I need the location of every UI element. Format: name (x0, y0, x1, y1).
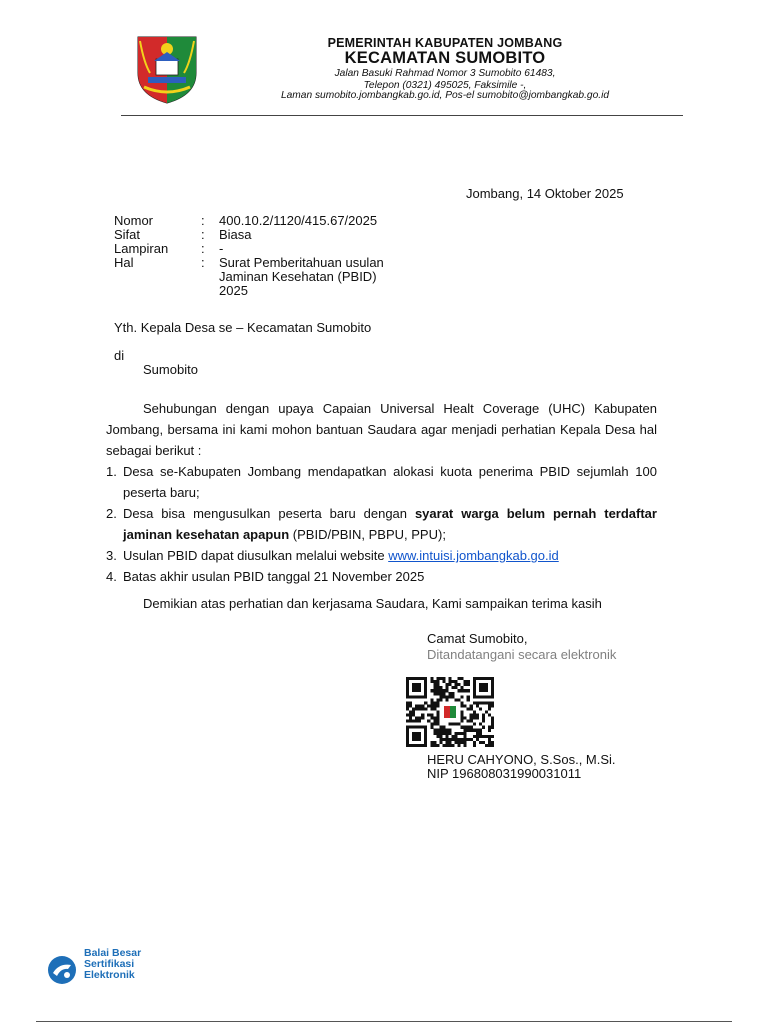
list-item-text: Batas akhir usulan PBID tanggal 21 November 2025 (123, 569, 425, 584)
list-item-number: 1. (106, 464, 117, 479)
list-item-text: Desa se-Kabupaten Jombang mendapatkan alokasi kuota penerima PBID sejumlah 100 peserta baru; (123, 464, 657, 500)
esign-note: Ditandatangani secara elektronik (427, 647, 617, 662)
meta-value-hal-line2: Jaminan Kesehatan (PBID) (219, 269, 377, 284)
list-item-number: 2. (106, 506, 117, 521)
meta-label-sifat: Sifat (114, 227, 141, 242)
letterhead-phone: Telepon (0321) 495025, Faksimile -, (363, 80, 527, 91)
letter-date: Jombang, 14 Oktober 2025 (466, 186, 624, 201)
list-item (106, 461, 657, 503)
signer-name: HERU CAHYONO, S.Sos., M.Si. (427, 752, 616, 767)
list-item (106, 503, 657, 545)
list-item-text-pre: Desa bisa mengusulkan peserta baru dengan (123, 506, 415, 521)
meta-separator: : (201, 227, 205, 242)
letterhead-web: Laman sumobito.jombangkab.go.id, Pos-el sumobito@jombangkab.go.id (280, 90, 610, 101)
list-item-text-pre: Usulan PBID dapat diusulkan melalui website (123, 548, 389, 563)
body-intro-text: Sehubungan dengan upaya Capaian Universal Healt Coverage (UHC) Kabupaten Jombang, bersama ini kami mohon bantuan Saudara agar menjadi perhatian Kepala Desa hal sebagai berikut : (106, 401, 657, 458)
closing-sentence: Demikian atas perhatian dan kerjasama Saudara, Kami sampaikan terima kasih (143, 596, 602, 611)
recipient-place: Sumobito (143, 362, 198, 377)
meta-label-hal: Hal (114, 255, 134, 270)
meta-separator: : (201, 241, 205, 256)
letterhead-office: KECAMATAN SUMOBITO (344, 49, 546, 67)
bsre-logo-icon (46, 954, 78, 986)
meta-separator: : (201, 213, 205, 228)
bsre-logo (44, 948, 174, 988)
qr-code-icon (406, 677, 494, 747)
letterhead-government: PEMERINTAH KABUPATEN JOMBANG (327, 36, 563, 50)
meta-separator: : (201, 255, 205, 270)
meta-value-nomor: 400.10.2/1120/415.67/2025 (219, 213, 378, 228)
meta-value-hal-line3: 2025 (219, 283, 248, 298)
meta-value-lampiran: - (219, 241, 224, 256)
signer-position: Camat Sumobito, (427, 631, 528, 646)
bsre-line3: Elektronik (84, 969, 135, 981)
recipient-di: di (114, 348, 125, 363)
list-item-text (123, 545, 657, 566)
letterhead-divider (121, 115, 683, 116)
list-item (106, 566, 657, 587)
meta-label-lampiran: Lampiran (114, 241, 169, 256)
recipient-to: Yth. Kepala Desa se – Kecamatan Sumobito (114, 320, 372, 335)
meta-value-sifat: Biasa (219, 227, 252, 242)
meta-label-nomor: Nomor (114, 213, 154, 228)
list-item (106, 545, 657, 566)
list-item-emphasis: syarat warga belum pernah terdaftar jaminan kesehatan apapun (123, 506, 657, 542)
list-item-text (123, 503, 657, 545)
website-link[interactable]: www.intuisi.jombangkab.go.id (388, 548, 559, 563)
list-item-text-post: (PBID/PBIN, PBPU, PPU); (289, 527, 446, 542)
jombang-crest-icon (134, 33, 200, 105)
bsre-line1: Balai Besar (84, 947, 142, 959)
meta-value-hal-line1: Surat Pemberitahuan usulan (219, 255, 384, 270)
signer-nip: NIP 196808031990031011 (427, 766, 582, 781)
list-item-number: 3. (106, 548, 117, 563)
page-bottom-divider (36, 1021, 732, 1022)
list-item-number: 4. (106, 569, 117, 584)
body-intro (106, 398, 657, 461)
letterhead-address: Jalan Basuki Rahmad Nomor 3 Sumobito 61483, (334, 68, 556, 79)
bsre-line2: Sertifikasi (84, 958, 135, 970)
